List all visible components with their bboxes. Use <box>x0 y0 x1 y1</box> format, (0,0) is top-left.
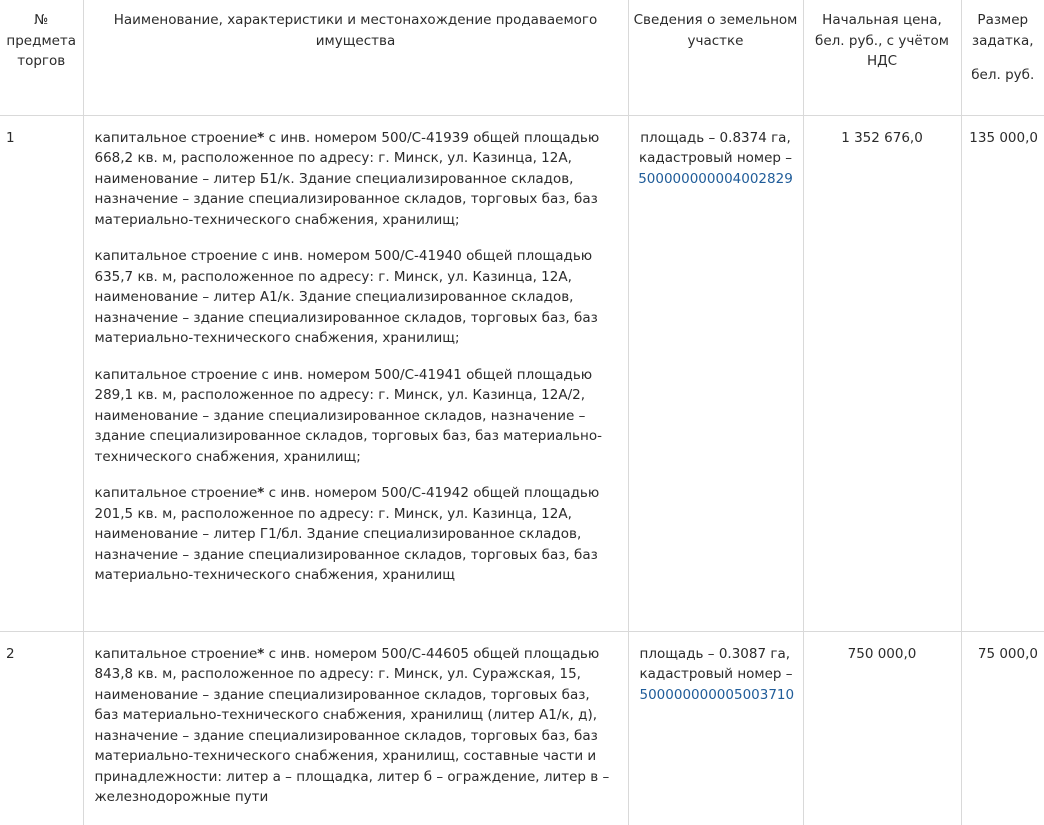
table-row <box>0 115 1044 631</box>
header-land-info: Сведения о земельном участке <box>628 0 803 115</box>
table-row <box>0 631 1044 825</box>
header-deposit <box>961 0 1044 115</box>
header-lot-number: № предмета торгов <box>0 0 83 115</box>
land-area: площадь – 0.3087 га, <box>639 645 791 662</box>
property-item: капитальное строение с инв. номером 500/С-41941 общей площадью 289,1 кв. м, расположенное по адресу: г. Минск, ул. Казинца, 12А/2, наименование – здание специализированное складов, назначение – здание специализированное складов, торговых баз, баз материально-технического снабжения, хранилищ; <box>94 366 602 465</box>
property-item: капитальное строение* с инв. номером 500/С-44605 общей площадью 843,8 кв. м, расположенное по адресу: г. Минск, ул. Суражская, 15, наименование – здание специализированное складов, торговых баз, баз материально-технического снабжения, хранилищ (литер А1/к, д), назначение – здание специализированное складов, торговых баз, баз материально-технического снабжения, хранилищ, составные части и принадлежности: литер а – площадка, литер б – ограждение, литер в – железнодорожные пути <box>94 645 610 805</box>
lot-description <box>83 631 628 825</box>
lot-number: 1 <box>0 115 83 631</box>
header-deposit-unit: бел. руб. <box>971 67 1035 83</box>
land-info <box>628 115 803 631</box>
property-item: капитальное строение с инв. номером 500/С-41940 общей площадью 635,7 кв. м, расположенное по адресу: г. Минск, ул. Казинца, 12А, наименование – литер А1/к. Здание специализированное складов, назначение – здание специализированное складов, торговых баз, баз материально-технического снабжения, хранилищ; <box>94 248 598 346</box>
cadastral-label: кадастровый номер – <box>639 666 793 682</box>
deposit-amount: 135 000,0 <box>961 115 1044 631</box>
header-deposit-label: Размер задатка, <box>971 12 1034 49</box>
header-property-description: Наименование, характеристики и местонахождение продаваемого имущества <box>83 0 628 115</box>
property-item: капитальное строение* с инв. номером 500/С-41939 общей площадью 668,2 кв. м, расположенное по адресу: г. Минск, ул. Казинца, 12А, наименование – литер Б1/к. Здание специализированное складов, назначение – здание специализированное складов, торговых баз, баз материально-технического снабжения, хранилищ; <box>94 129 600 228</box>
lot-number: 2 <box>0 631 83 825</box>
lot-description <box>83 115 628 631</box>
cadastral-number: 500000000004002829 <box>638 170 793 187</box>
table-header-row <box>0 0 1044 115</box>
cadastral-label: кадастровый номер – <box>638 150 792 166</box>
deposit-amount: 75 000,0 <box>977 645 1038 662</box>
start-price: 1 352 676,0 <box>803 115 961 631</box>
header-start-price: Начальная цена, бел. руб., с учётом НДС <box>803 0 961 115</box>
property-item: капитальное строение* с инв. номером 500/С-41942 общей площадью 201,5 кв. м, расположенное по адресу: г. Минск, ул. Казинца, 12А, наименование – литер Г1/бл. Здание специализированное складов, назначение – здание специализированное складов, торговых баз, баз материально-технического снабжения, хранилищ <box>94 485 600 583</box>
start-price: 750 000,0 <box>803 631 961 825</box>
land-area: площадь – 0.8374 га, <box>640 129 791 146</box>
land-info <box>628 631 803 825</box>
cadastral-number: 500000000005003710 <box>639 686 795 703</box>
